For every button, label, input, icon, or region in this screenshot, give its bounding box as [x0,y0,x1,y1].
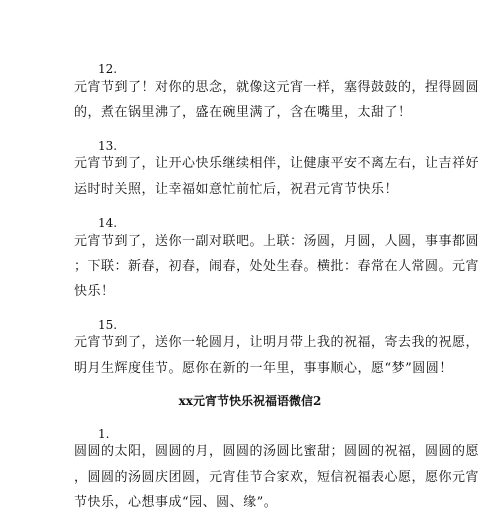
section-heading: xx元宵节快乐祝福语微信2 [178,394,322,408]
paragraph-line: ，圆圆的汤圆庆团圆，元宵佳节合家欢，短信祝福表心愿，愿你元宵 [74,470,480,485]
paragraph-line: 元宵节到了，送你一轮圆月，让明月带上我的祝福，寄去我的祝愿， [74,335,480,350]
paragraph-line: 圆圆的太阳，圆圆的月，圆圆的汤圆比蜜甜；圆圆的祝福，圆圆的愿 [74,444,480,459]
section-number: 1. [98,427,110,441]
section-number: 15. [98,318,118,332]
section-number: 14. [98,216,118,230]
paragraph-line: 元宵节到了，送你一副对联吧。上联：汤圆，月圆，人圆，事事都圆 [74,234,480,249]
section-number: 13. [98,139,118,153]
paragraph-line: 的，煮在锅里沸了，盛在碗里满了，含在嘴里，太甜了！ [74,105,412,120]
paragraph-line: 节快乐，心想事成“园、圆、缘”。 [74,495,278,510]
paragraph-line: 明月生辉度佳节。愿你在新的一年里，事事顺心，愿“梦”圆圆！ [74,361,453,376]
paragraph-line: 元宵节到了！对你的思念，就像这元宵一样，塞得鼓鼓的，捏得圆圆 [74,80,480,95]
paragraph-line: ；下联：新春，初春，闹春，处处生春。横批：春常在人常圆。元宵 [74,259,480,274]
section-number: 12. [98,62,118,76]
paragraph-line: 快乐！ [74,284,115,299]
paragraph-line: 元宵节到了，让开心快乐继续相伴，让健康平安不离左右，让吉祥好 [74,156,480,171]
paragraph-line: 运时时关照，让幸福如意忙前忙后，祝君元宵节快乐！ [74,182,399,197]
